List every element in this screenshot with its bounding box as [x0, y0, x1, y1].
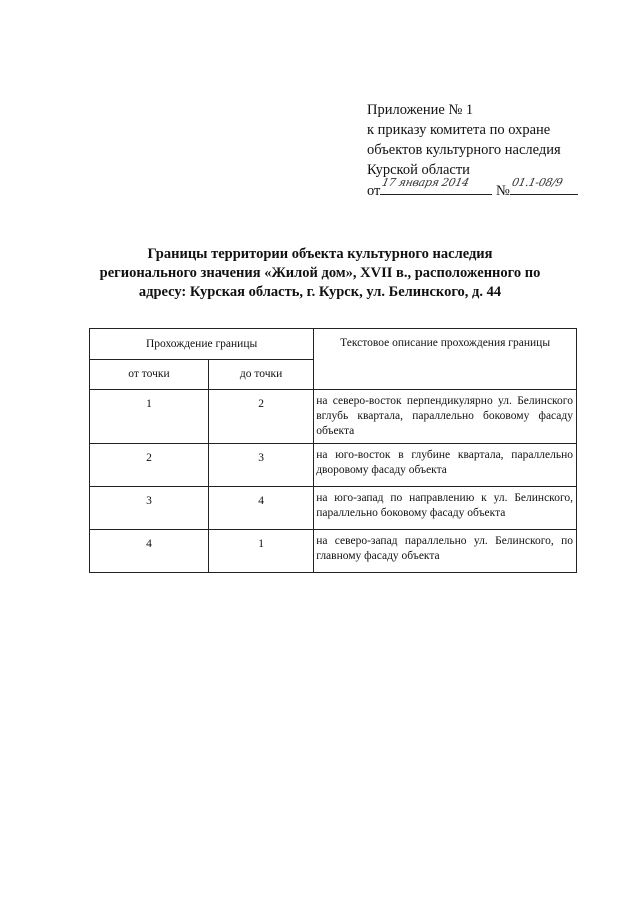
table-row [90, 390, 577, 444]
cell-to: 3 [208, 444, 313, 487]
appendix-committee-line: объектов культурного наследия [367, 142, 561, 158]
cell-description: на юго-запад по направлению к ул. Белинского, параллельно боковому фасаду объекта [314, 487, 577, 530]
cell-from: 1 [90, 390, 209, 444]
cell-description: на северо-запад параллельно ул. Белинского, по главному фасаду объекта [314, 530, 577, 573]
handwritten-date-text: 17 января 2014 [381, 176, 471, 189]
table-row [90, 444, 577, 487]
number-label: № [496, 183, 510, 199]
title-line-2: регионального значения «Жилой дом», XVII в., расположенного по [99, 265, 541, 281]
table-row [90, 487, 577, 530]
title-line-1: Границы территории объекта культурного наследия [147, 246, 493, 262]
from-label: от [367, 183, 381, 199]
cell-to: 2 [208, 390, 313, 444]
header-description: Текстовое описание прохождения границы [314, 329, 577, 390]
header-from-point: от точки [90, 360, 209, 390]
cell-description: на северо-восток перпендикулярно ул. Белинского вглубь квартала, параллельно боковому фасаду объекта [314, 390, 577, 444]
document-title [0, 245, 640, 302]
cell-from: 3 [90, 487, 209, 530]
handwritten-date [380, 176, 492, 195]
appendix-order-line: к приказу комитета по охране [367, 122, 551, 138]
header-to-point: до точки [208, 360, 313, 390]
cell-to: 4 [208, 487, 313, 530]
appendix-region-line: Курской области [367, 162, 470, 178]
appendix-block [367, 100, 578, 201]
cell-from: 2 [90, 444, 209, 487]
header-boundary-passage: Прохождение границы [90, 329, 314, 360]
cell-from: 4 [90, 530, 209, 573]
handwritten-number-text: 01.1-08/9 [510, 176, 564, 189]
boundary-table [89, 328, 577, 573]
appendix-date-number-line [367, 176, 578, 201]
title-line-3: адресу: Курская область, г. Курск, ул. Белинского, д. 44 [138, 284, 502, 300]
cell-description: на юго-восток в глубине квартала, параллельно дворовому фасаду объекта [314, 444, 577, 487]
cell-to: 1 [208, 530, 313, 573]
handwritten-number [510, 176, 578, 195]
appendix-title: Приложение № 1 [367, 102, 474, 118]
table-row [90, 530, 577, 573]
